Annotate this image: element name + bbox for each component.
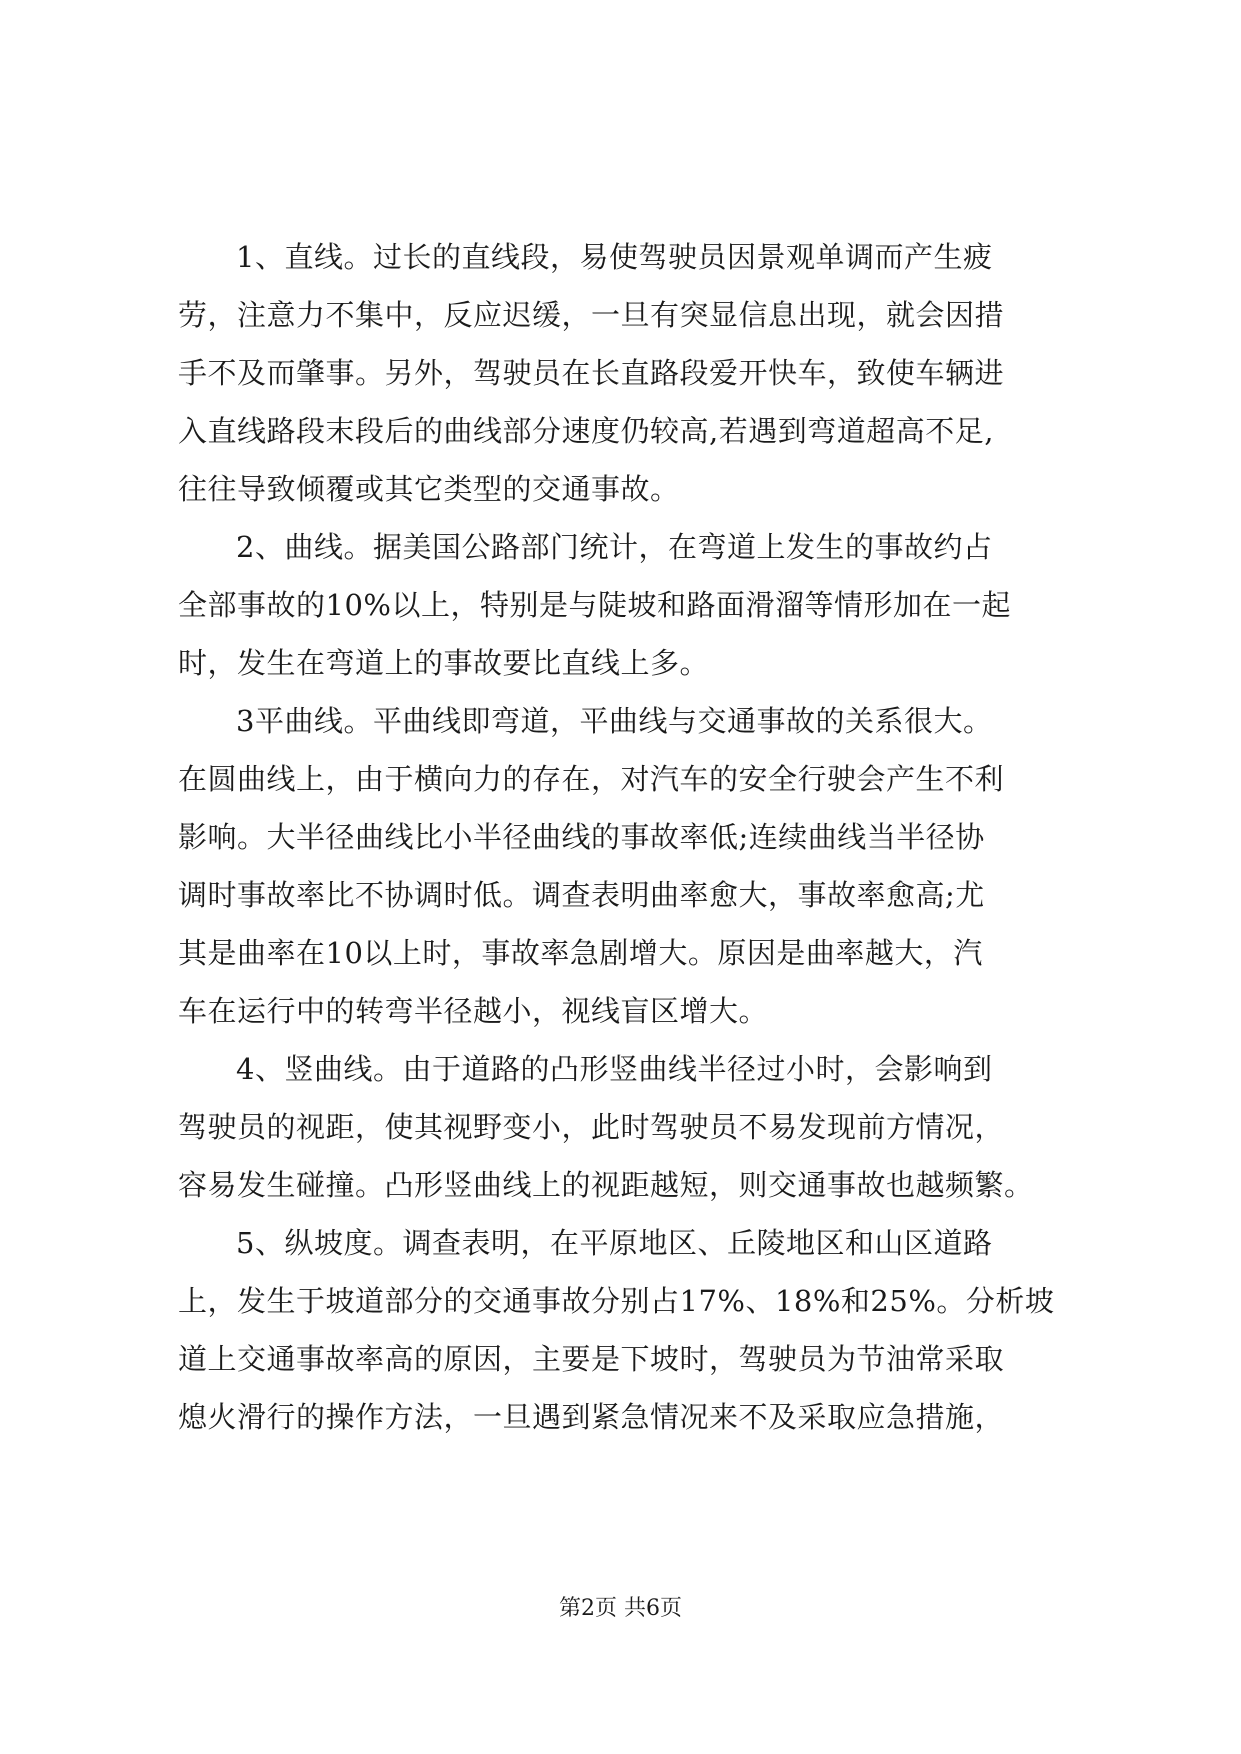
paragraph-2-line-2: 全部事故的10%以上，特别是与陡坡和路面滑溜等情形加在一起 [178, 588, 1011, 622]
paragraph-3-line-5: 其是曲率在10以上时，事故率急剧增大。原因是曲率越大，汽 [178, 936, 983, 970]
paragraph-1-line-3: 手不及而肇事。另外，驾驶员在长直路段爱开快车，致使车辆进 [178, 356, 1005, 390]
paragraph-5-line-2: 上，发生于坡道部分的交通事故分别占17%、18%和25%。分析坡 [178, 1284, 1055, 1318]
paragraph-3-line-2: 在圆曲线上，由于横向力的存在，对汽车的安全行驶会产生不利 [178, 762, 1005, 796]
page-number-footer: 第2页 共6页 [559, 1596, 682, 1621]
paragraph-1-line-1: 1、直线。过长的直线段，易使驾驶员因景观单调而产生疲 [236, 240, 993, 274]
paragraph-3-line-3: 影响。大半径曲线比小半径曲线的事故率低;连续曲线当半径协 [178, 820, 985, 854]
paragraph-5-line-3: 道上交通事故率高的原因，主要是下坡时，驾驶员为节油常采取 [178, 1342, 1005, 1376]
paragraph-4-line-2: 驾驶员的视距，使其视野变小，此时驾驶员不易发现前方情况， [178, 1110, 1005, 1144]
paragraph-2-line-1: 2、曲线。据美国公路部门统计，在弯道上发生的事故约占 [236, 530, 993, 564]
paragraph-1-line-4: 入直线路段末段后的曲线部分速度仍较高,若遇到弯道超高不足, [178, 414, 994, 448]
paragraph-5-line-1: 5、纵坡度。调查表明，在平原地区、丘陵地区和山区道路 [236, 1226, 993, 1260]
paragraph-5-line-4: 熄火滑行的操作方法，一旦遇到紧急情况来不及采取应急措施， [178, 1400, 1005, 1434]
paragraph-1-line-5: 往往导致倾覆或其它类型的交通事故。 [178, 472, 680, 506]
document-body [178, 228, 1078, 1446]
paragraph-3-line-1: 3平曲线。平曲线即弯道，平曲线与交通事故的关系很大。 [236, 704, 993, 738]
paragraph-1-line-2: 劳，注意力不集中，反应迟缓，一旦有突显信息出现，就会因措 [178, 298, 1005, 332]
paragraph-3-line-6: 车在运行中的转弯半径越小，视线盲区增大。 [178, 994, 769, 1028]
paragraph-2-line-3: 时，发生在弯道上的事故要比直线上多。 [178, 646, 710, 680]
paragraph-3-line-4: 调时事故率比不协调时低。调查表明曲率愈大，事故率愈高;尤 [178, 878, 985, 912]
paragraph-4-line-1: 4、竖曲线。由于道路的凸形竖曲线半径过小时，会影响到 [236, 1052, 993, 1086]
paragraph-4-line-3: 容易发生碰撞。凸形竖曲线上的视距越短，则交通事故也越频繁。 [178, 1168, 1034, 1202]
